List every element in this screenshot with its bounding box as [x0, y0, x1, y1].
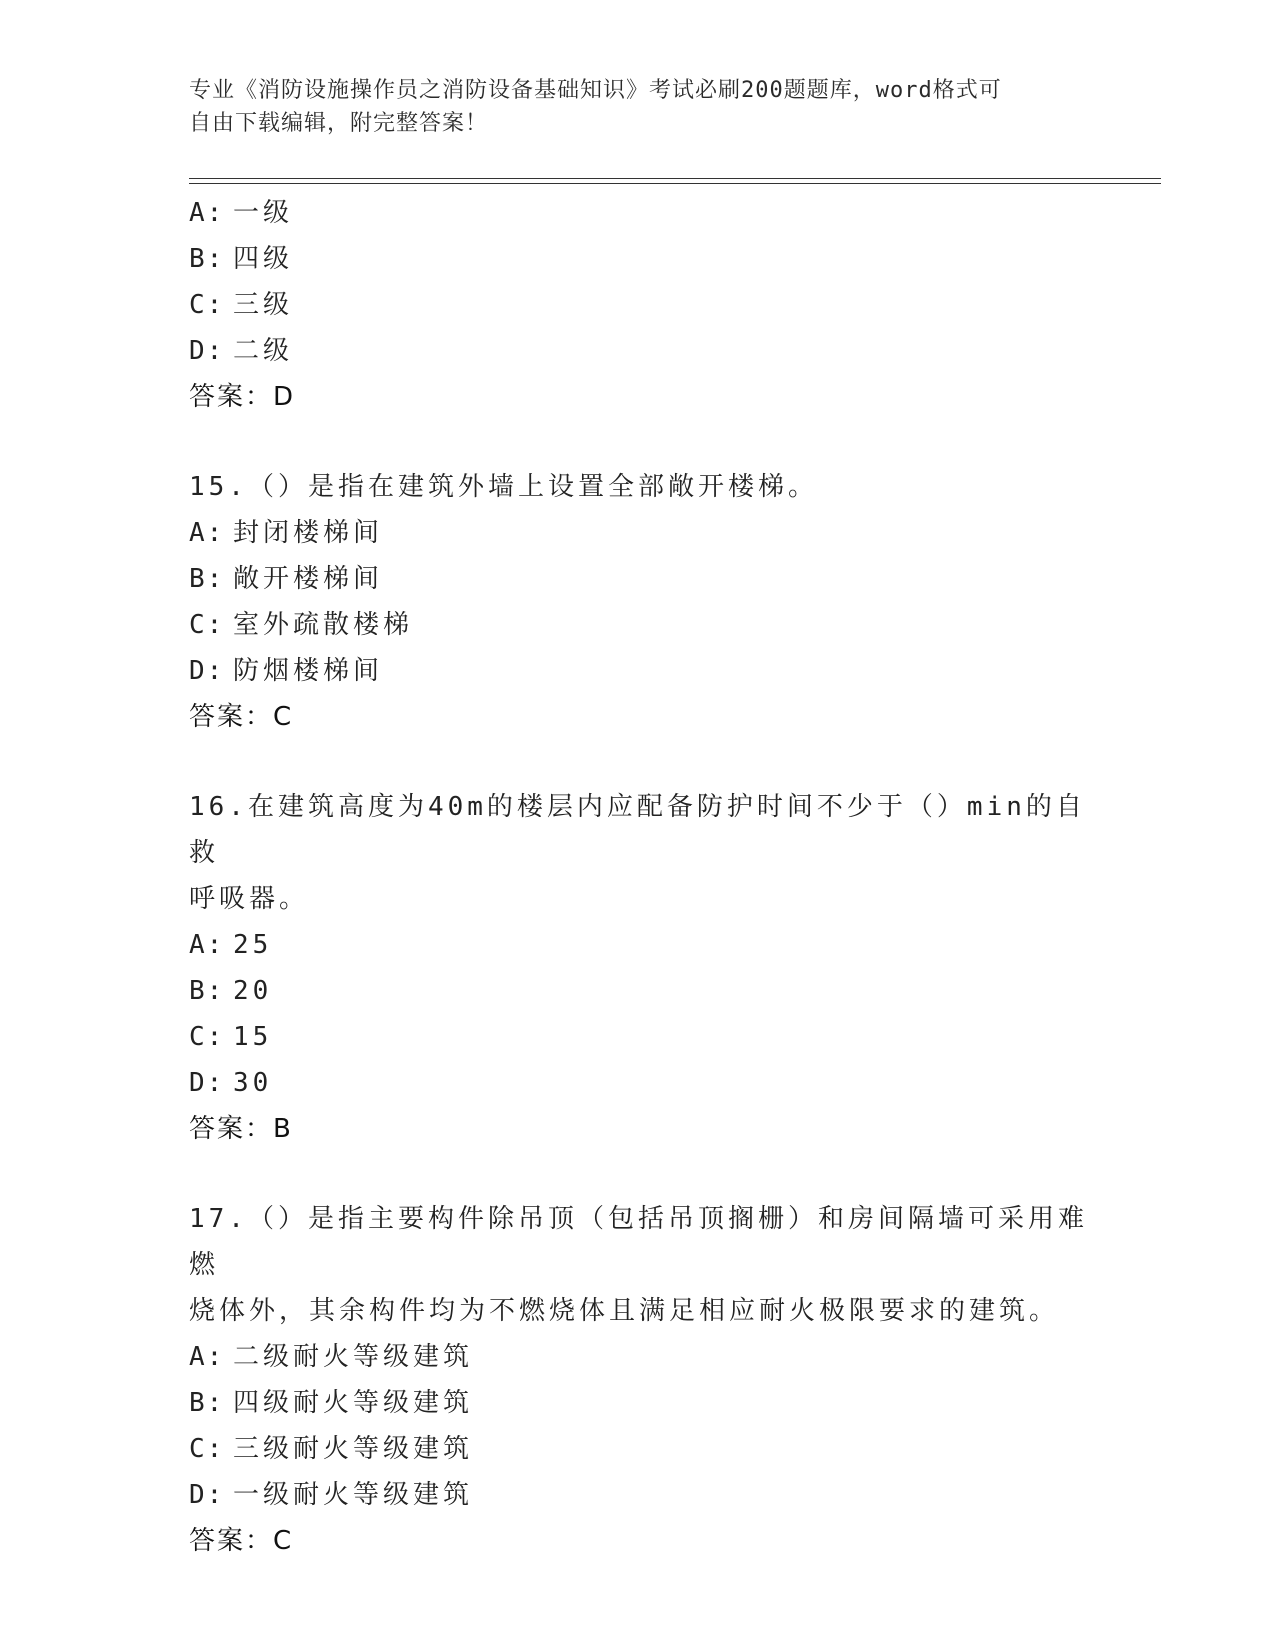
option-key: B: — [189, 244, 225, 274]
option-a — [189, 510, 1089, 556]
question-14-tail — [189, 190, 1089, 420]
question-17 — [189, 1196, 1089, 1564]
option-key: A: — [189, 518, 225, 548]
question-15 — [189, 464, 1089, 740]
option-text: 20 — [233, 976, 273, 1006]
header-line-1: 专业《消防设施操作员之消防设备基础知识》考试必刷200题题库，word格式可 — [189, 78, 1002, 103]
option-text: 四级 — [233, 244, 294, 274]
option-key: D: — [189, 336, 225, 366]
option-key: A: — [189, 198, 225, 228]
answer-line: 答案：C — [189, 702, 294, 732]
option-c — [189, 282, 1089, 328]
option-key: C: — [189, 1434, 225, 1464]
option-key: D: — [189, 1068, 225, 1098]
option-key: C: — [189, 1022, 225, 1052]
option-key: B: — [189, 1388, 225, 1418]
option-key: A: — [189, 1342, 225, 1372]
spacer — [189, 420, 1089, 464]
question-stem-line-2: 呼吸器。 — [189, 884, 310, 914]
option-text: 一级 — [233, 198, 294, 228]
option-text: 四级耐火等级建筑 — [233, 1388, 474, 1418]
option-text: 二级 — [233, 336, 294, 366]
question-stem-line-1: 16.在建筑高度为40m的楼层内应配备防护时间不少于（）min的自救 — [189, 792, 1086, 868]
option-b — [189, 236, 1089, 282]
option-key: B: — [189, 976, 225, 1006]
option-b — [189, 968, 1089, 1014]
question-16 — [189, 784, 1089, 1152]
option-text: 一级耐火等级建筑 — [233, 1480, 474, 1510]
option-d — [189, 1060, 1089, 1106]
option-text: 25 — [233, 930, 273, 960]
option-text: 防烟楼梯间 — [233, 656, 384, 686]
header-divider-top — [189, 178, 1161, 179]
header-divider-bottom — [189, 183, 1161, 184]
question-list — [189, 190, 1089, 1564]
option-d — [189, 648, 1089, 694]
spacer — [189, 1152, 1089, 1196]
option-key: C: — [189, 290, 225, 320]
option-text: 封闭楼梯间 — [233, 518, 384, 548]
option-text: 30 — [233, 1068, 273, 1098]
document-header — [189, 74, 1069, 140]
question-stem-line-1: 17.（）是指主要构件除吊顶（包括吊顶搁栅）和房间隔墙可采用难燃 — [189, 1204, 1088, 1280]
option-c — [189, 1014, 1089, 1060]
option-d — [189, 328, 1089, 374]
option-key: D: — [189, 1480, 225, 1510]
option-d — [189, 1472, 1089, 1518]
answer-line: 答案：D — [189, 382, 296, 412]
answer-line: 答案：C — [189, 1526, 294, 1556]
option-text: 敞开楼梯间 — [233, 564, 384, 594]
option-a — [189, 190, 1089, 236]
option-text: 三级 — [233, 290, 294, 320]
option-b — [189, 556, 1089, 602]
option-key: B: — [189, 564, 225, 594]
option-text: 15 — [233, 1022, 273, 1052]
option-text: 二级耐火等级建筑 — [233, 1342, 474, 1372]
option-a — [189, 1334, 1089, 1380]
option-b — [189, 1380, 1089, 1426]
option-c — [189, 1426, 1089, 1472]
header-line-2: 自由下载编辑，附完整答案！ — [189, 111, 489, 136]
option-a — [189, 922, 1089, 968]
question-stem-line-2: 烧体外，其余构件均为不燃烧体且满足相应耐火极限要求的建筑。 — [189, 1296, 1060, 1326]
option-key: A: — [189, 930, 225, 960]
option-key: C: — [189, 610, 225, 640]
answer-line: 答案：B — [189, 1114, 293, 1144]
option-text: 室外疏散楼梯 — [233, 610, 414, 640]
spacer — [189, 740, 1089, 784]
option-text: 三级耐火等级建筑 — [233, 1434, 474, 1464]
option-c — [189, 602, 1089, 648]
option-key: D: — [189, 656, 225, 686]
question-stem: 15.（）是指在建筑外墙上设置全部敞开楼梯。 — [189, 472, 818, 502]
